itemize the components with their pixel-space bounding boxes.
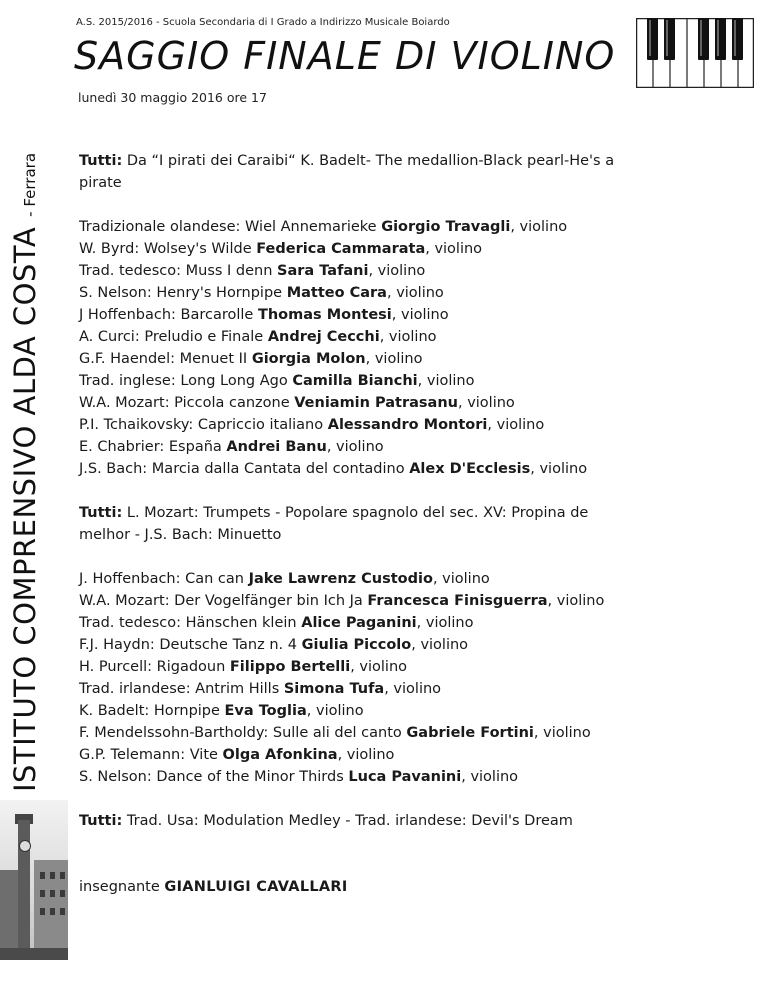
tutti-pieces: L. Mozart: Trumpets - Popolare spagnolo del sec. XV: Propina de [126, 505, 589, 521]
performer-name: Filippo Bertelli [229, 659, 351, 675]
performer-name: Matteo Cara [286, 285, 387, 301]
program-entry [79, 260, 689, 282]
program-entry [79, 348, 689, 370]
piece-title: W. Byrd: Wolsey's Wilde [79, 241, 257, 257]
event-date: lunedì 30 maggio 2016 ore 17 [78, 90, 267, 105]
school-year-line: A.S. 2015/2016 - Scuola Secondaria di I Grado a Indirizzo Musicale Boiardo [76, 17, 450, 28]
teacher-label: insegnante [79, 879, 165, 895]
side-title [0, 0, 60, 800]
performer-name: Andrei Banu [226, 439, 327, 455]
instrument: , violino [350, 659, 408, 675]
teacher-line [79, 876, 689, 898]
instrument: , violino [417, 373, 475, 389]
performer-name: Eva Toglia [224, 703, 307, 719]
program-entry [79, 458, 689, 480]
performer-name: Federica Cammarata [256, 241, 426, 257]
tutti-label: Tutti: [79, 813, 123, 829]
instrument: , violino [326, 439, 384, 455]
program-entry [79, 568, 689, 590]
piece-title: S. Nelson: Dance of the Minor Thirds [79, 769, 349, 785]
piano-keys-icon [636, 18, 754, 88]
program-entry [79, 656, 689, 678]
tutti-block-2 [79, 502, 689, 546]
program-entry [79, 370, 689, 392]
instrument: , violino [379, 329, 437, 345]
piece-title: W.A. Mozart: Piccola canzone [79, 395, 295, 411]
performer-name: Giulia Piccolo [301, 637, 412, 653]
program-entry [79, 700, 689, 722]
instrument: , violino [411, 637, 469, 653]
piece-title: Trad. tedesco: Muss I denn [79, 263, 278, 279]
piece-title: F. Mendelssohn-Bartholdy: Sulle ali del canto [79, 725, 407, 741]
institute-city: - Ferrara [21, 152, 39, 217]
program-entry [79, 722, 689, 744]
piece-title: Trad. irlandese: Antrim Hills [79, 681, 284, 697]
performer-name: Sara Tafani [277, 263, 369, 279]
performer-name: Camilla Bianchi [292, 373, 418, 389]
program-entry [79, 678, 689, 700]
program-entry [79, 436, 689, 458]
piece-title: K. Badelt: Hornpipe [79, 703, 225, 719]
performer-name: Thomas Montesi [257, 307, 392, 323]
tutti-block-1 [79, 150, 689, 194]
instrument: , violino [416, 615, 474, 631]
performer-name: Francesca Finisguerra [367, 593, 548, 609]
instrument: , violino [547, 593, 605, 609]
piece-title: G.F. Haendel: Menuet II [79, 351, 252, 367]
program-entry [79, 326, 689, 348]
program-entry [79, 634, 689, 656]
performer-name: Simona Tufa [283, 681, 385, 697]
instrument: , violino [461, 769, 519, 785]
performer-name: Giorgio Travagli [381, 219, 511, 235]
piece-title: J.S. Bach: Marcia dalla Cantata del contadino [79, 461, 410, 477]
instrument: , violino [386, 285, 444, 301]
piece-title: A. Curci: Preludio e Finale [79, 329, 268, 345]
instrument: , violino [510, 219, 568, 235]
instrument: , violino [365, 351, 423, 367]
tutti-pieces-cont: pirate [79, 175, 122, 191]
institute-name: ISTITUTO COMPRENSIVO ALDA COSTA [8, 226, 42, 792]
clock-tower-photo [0, 800, 68, 960]
performer-name: Andrej Cecchi [267, 329, 380, 345]
piece-title: G.P. Telemann: Vite [79, 747, 223, 763]
performer-name: Alice Paganini [301, 615, 417, 631]
piece-title: H. Purcell: Rigadoun [79, 659, 230, 675]
instrument: , violino [487, 417, 545, 433]
program-entry [79, 590, 689, 612]
instrument: , violino [368, 263, 426, 279]
piece-title: F.J. Haydn: Deutsche Tanz n. 4 [79, 637, 302, 653]
tutti-pieces-cont: melhor - J.S. Bach: Minuetto [79, 527, 282, 543]
teacher-name: GIANLUIGI CAVALLARI [164, 879, 348, 895]
tutti-pieces: Trad. Usa: Modulation Medley - Trad. irlandese: Devil's Dream [126, 813, 573, 829]
instrument: , violino [384, 681, 442, 697]
instrument: , violino [457, 395, 515, 411]
piece-title: J Hoffenbach: Barcarolle [79, 307, 258, 323]
program-entry [79, 304, 689, 326]
performer-name: Olga Afonkina [222, 747, 338, 763]
program [79, 150, 689, 898]
piece-title: S. Nelson: Henry's Hornpipe [79, 285, 287, 301]
program-entry [79, 392, 689, 414]
program-entry [79, 216, 689, 238]
page-title: SAGGIO FINALE DI VIOLINO [74, 34, 616, 78]
program-entry [79, 282, 689, 304]
performer-name: Luca Pavanini [348, 769, 462, 785]
instrument: , violino [533, 725, 591, 741]
program-entry [79, 766, 689, 788]
side-title-text [8, 153, 42, 792]
piece-title: E. Chabrier: España [79, 439, 227, 455]
tutti-pieces: Da “I pirati dei Caraibi“ K. Badelt- The medallion-Black pearl-He's a [126, 153, 615, 169]
instrument: , violino [337, 747, 395, 763]
program-entry [79, 612, 689, 634]
piece-title: Trad. inglese: Long Long Ago [79, 373, 293, 389]
tutti-label: Tutti: [79, 505, 123, 521]
program-entry [79, 238, 689, 260]
instrument: , violino [306, 703, 364, 719]
tutti-label: Tutti: [79, 153, 123, 169]
program-entry [79, 414, 689, 436]
performer-name: Alessandro Montori [327, 417, 488, 433]
performer-name: Giorgia Molon [251, 351, 366, 367]
piece-title: W.A. Mozart: Der Vogelfänger bin Ich Ja [79, 593, 368, 609]
tutti-block-3 [79, 810, 689, 832]
piece-title: Tradizionale olandese: Wiel Annemarieke [79, 219, 382, 235]
piece-title: Trad. tedesco: Hänschen klein [79, 615, 302, 631]
instrument: , violino [391, 307, 449, 323]
program-entry [79, 744, 689, 766]
instrument: , violino [432, 571, 490, 587]
program-section-1 [79, 216, 689, 480]
performer-name: Jake Lawrenz Custodio [248, 571, 433, 587]
instrument: , violino [425, 241, 483, 257]
instrument: , violino [530, 461, 588, 477]
performer-name: Alex D'Ecclesis [409, 461, 531, 477]
performer-name: Veniamin Patrasanu [294, 395, 458, 411]
program-section-2 [79, 568, 689, 788]
piece-title: J. Hoffenbach: Can can [79, 571, 249, 587]
performer-name: Gabriele Fortini [406, 725, 534, 741]
piece-title: P.I. Tchaikovsky: Capriccio italiano [79, 417, 328, 433]
